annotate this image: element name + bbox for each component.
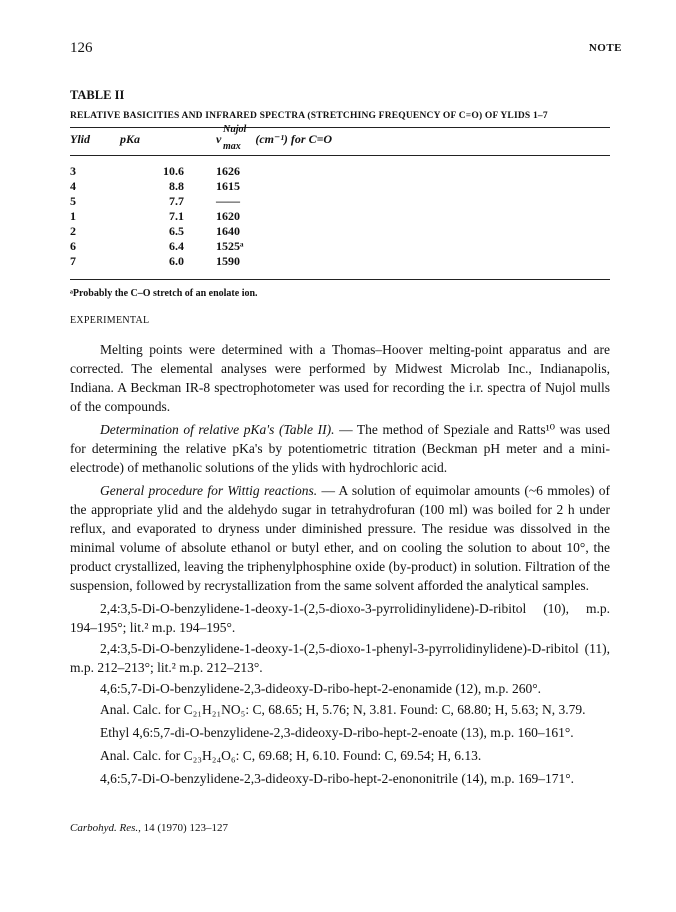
col-header-pka-text: pKa <box>120 132 141 146</box>
col-header-pka <box>112 128 184 156</box>
cell-nu: 1640 <box>216 224 240 238</box>
page <box>70 40 622 792</box>
cell-pka: 7.7 <box>169 194 184 208</box>
col-header-ylid: Ylid <box>70 132 90 146</box>
cell-pka: 6.0 <box>169 254 184 268</box>
data-table <box>70 124 610 269</box>
table-bottom-rule <box>70 279 610 280</box>
paragraph-8: Ethyl 4,6:5,7-di-O-benzylidene-2,3-dideoxy-D-ribo-hept-2-enoate (13), m.p. 160–161°. <box>100 725 574 740</box>
paragraph-3-body: — A solution of equimolar amounts (~6 mmoles) of the appropriate ylid and the aldehydo sugar in tetrahydrofuran (100 ml) was boiled for 2 h under reflux, and evaporated to dryness under diminished pressure. The residue was dissolved in the minimal volume of absolute ethanol or butyl ether, and on cooling the solution to about 10°, the product crystallized, leaving the triphenylphosphine oxide (by-product) in solution. Filtration of the suspension, followed by recrystallization from the same solvent afforded the analytical samples. <box>70 483 611 593</box>
paragraph-6: 4,6:5,7-Di-O-benzylidene-2,3-dideoxy-D-ribo-hept-2-enonamide (12), m.p. 260°. <box>100 681 542 696</box>
page-number: 126 <box>70 40 93 56</box>
paragraph-9: Anal. Calc. for C₂₃H₂₄O₆: C, 69.68; H, 6.10. Found: C, 69.54; H, 6.13. <box>100 748 482 763</box>
col-header-nu <box>184 124 610 156</box>
footer-volume: 14 (1970) 123–127 <box>143 822 228 834</box>
paragraph-1: Melting points were determined with a Thomas–Hoover melting-point apparatus and are corrected. The elemental analyses were performed by Midwest Microlab Inc., Indianapolis, Indiana. A Beckman IR-8 spectrophotometer was used for recording the i.r. spectra of Nujol mulls of the compounds. <box>70 342 610 414</box>
cell-nu: 1626 <box>216 164 240 178</box>
cell-ylid: 7 <box>70 254 76 268</box>
table-caption: RELATIVE BASICITIES AND INFRARED SPECTRA (STRETCHING FREQUENCY OF C=O) OF YLIDS 1–7 <box>70 111 548 121</box>
paragraph-3 <box>70 481 610 595</box>
cell-pka: 8.8 <box>169 179 184 193</box>
cell-pka: 7.1 <box>169 209 184 223</box>
paragraph-2-title: Determination of relative pKa's (Table II). <box>100 422 335 437</box>
cell-nu: 1620 <box>216 209 240 223</box>
nu-rest: (cm⁻¹) for C=O <box>255 132 333 146</box>
table-label: TABLE II <box>70 88 125 102</box>
cell-nu: 1590 <box>216 254 240 268</box>
table-footnote: ᵃProbably the C–O stretch of an enolate ion. <box>70 288 258 299</box>
section-heading: EXPERIMENTAL <box>70 315 150 326</box>
table-header-row <box>70 128 610 156</box>
cell-ylid: 4 <box>70 179 76 193</box>
page-header <box>70 40 622 62</box>
table-row <box>70 194 610 209</box>
footer-journal: Carbohyd. Res., <box>70 822 141 834</box>
paragraph-2-body: — The method of Speziale and Ratts¹⁰ was used for determining the relative pKa's by potentiometric titration (Beckman pH meter and a mini-electrode) of methanolic solutions of the ylids with hydrochloric acid. <box>70 422 610 475</box>
paragraph-5: 2,4:3,5-Di-O-benzylidene-1-deoxy-1-(2,5-dioxo-1-phenyl-3-pyrrolidinylidene)-D-ribitol (11), m.p. 212–213°; lit.² m.p. 212–213°. <box>70 641 610 675</box>
page-footer <box>70 822 228 834</box>
cell-nu: 1525ᵃ <box>216 239 244 253</box>
paragraph-4: 2,4:3,5-Di-O-benzylidene-1-deoxy-1-(2,5-dioxo-3-pyrrolidinylidene)-D-ribitol (10), m.p. 194–195°; lit.² m.p. 194–195°. <box>70 601 610 635</box>
table-row <box>70 224 610 239</box>
cell-ylid: 1 <box>70 209 76 223</box>
cell-nu: —— <box>216 194 240 208</box>
nu-symbol-group <box>216 124 247 152</box>
table-row <box>70 164 610 179</box>
cell-ylid: 3 <box>70 164 76 178</box>
cell-pka: 6.5 <box>169 224 184 238</box>
paragraph-10: 4,6:5,7-Di-O-benzylidene-2,3-dideoxy-D-ribo-hept-2-enononitrile (14), m.p. 169–171°. <box>100 771 575 786</box>
nu-symbol: ν <box>216 132 222 146</box>
paragraph-2 <box>70 420 610 477</box>
paragraph-3-title: General procedure for Wittig reactions. <box>100 483 318 498</box>
cell-nu: 1615 <box>216 179 240 193</box>
cell-ylid: 5 <box>70 194 76 208</box>
cell-ylid: 2 <box>70 224 76 238</box>
table-row <box>70 209 610 224</box>
running-head: NOTE <box>588 42 622 54</box>
cell-pka: 6.4 <box>169 239 184 253</box>
nu-subscript: max <box>223 141 241 152</box>
nu-superscript: Nujol <box>223 124 247 135</box>
table-row <box>70 179 610 194</box>
table-row <box>70 254 610 269</box>
table-row <box>70 239 610 254</box>
body-text <box>70 340 610 788</box>
paragraph-7: Anal. Calc. for C₂₁H₂₁NO₅: C, 68.65; H, 5.76; N, 3.81. Found: C, 68.80; H, 5.63; N, 3.79. <box>100 702 586 717</box>
cell-ylid: 6 <box>70 239 76 253</box>
cell-pka: 10.6 <box>163 164 184 178</box>
